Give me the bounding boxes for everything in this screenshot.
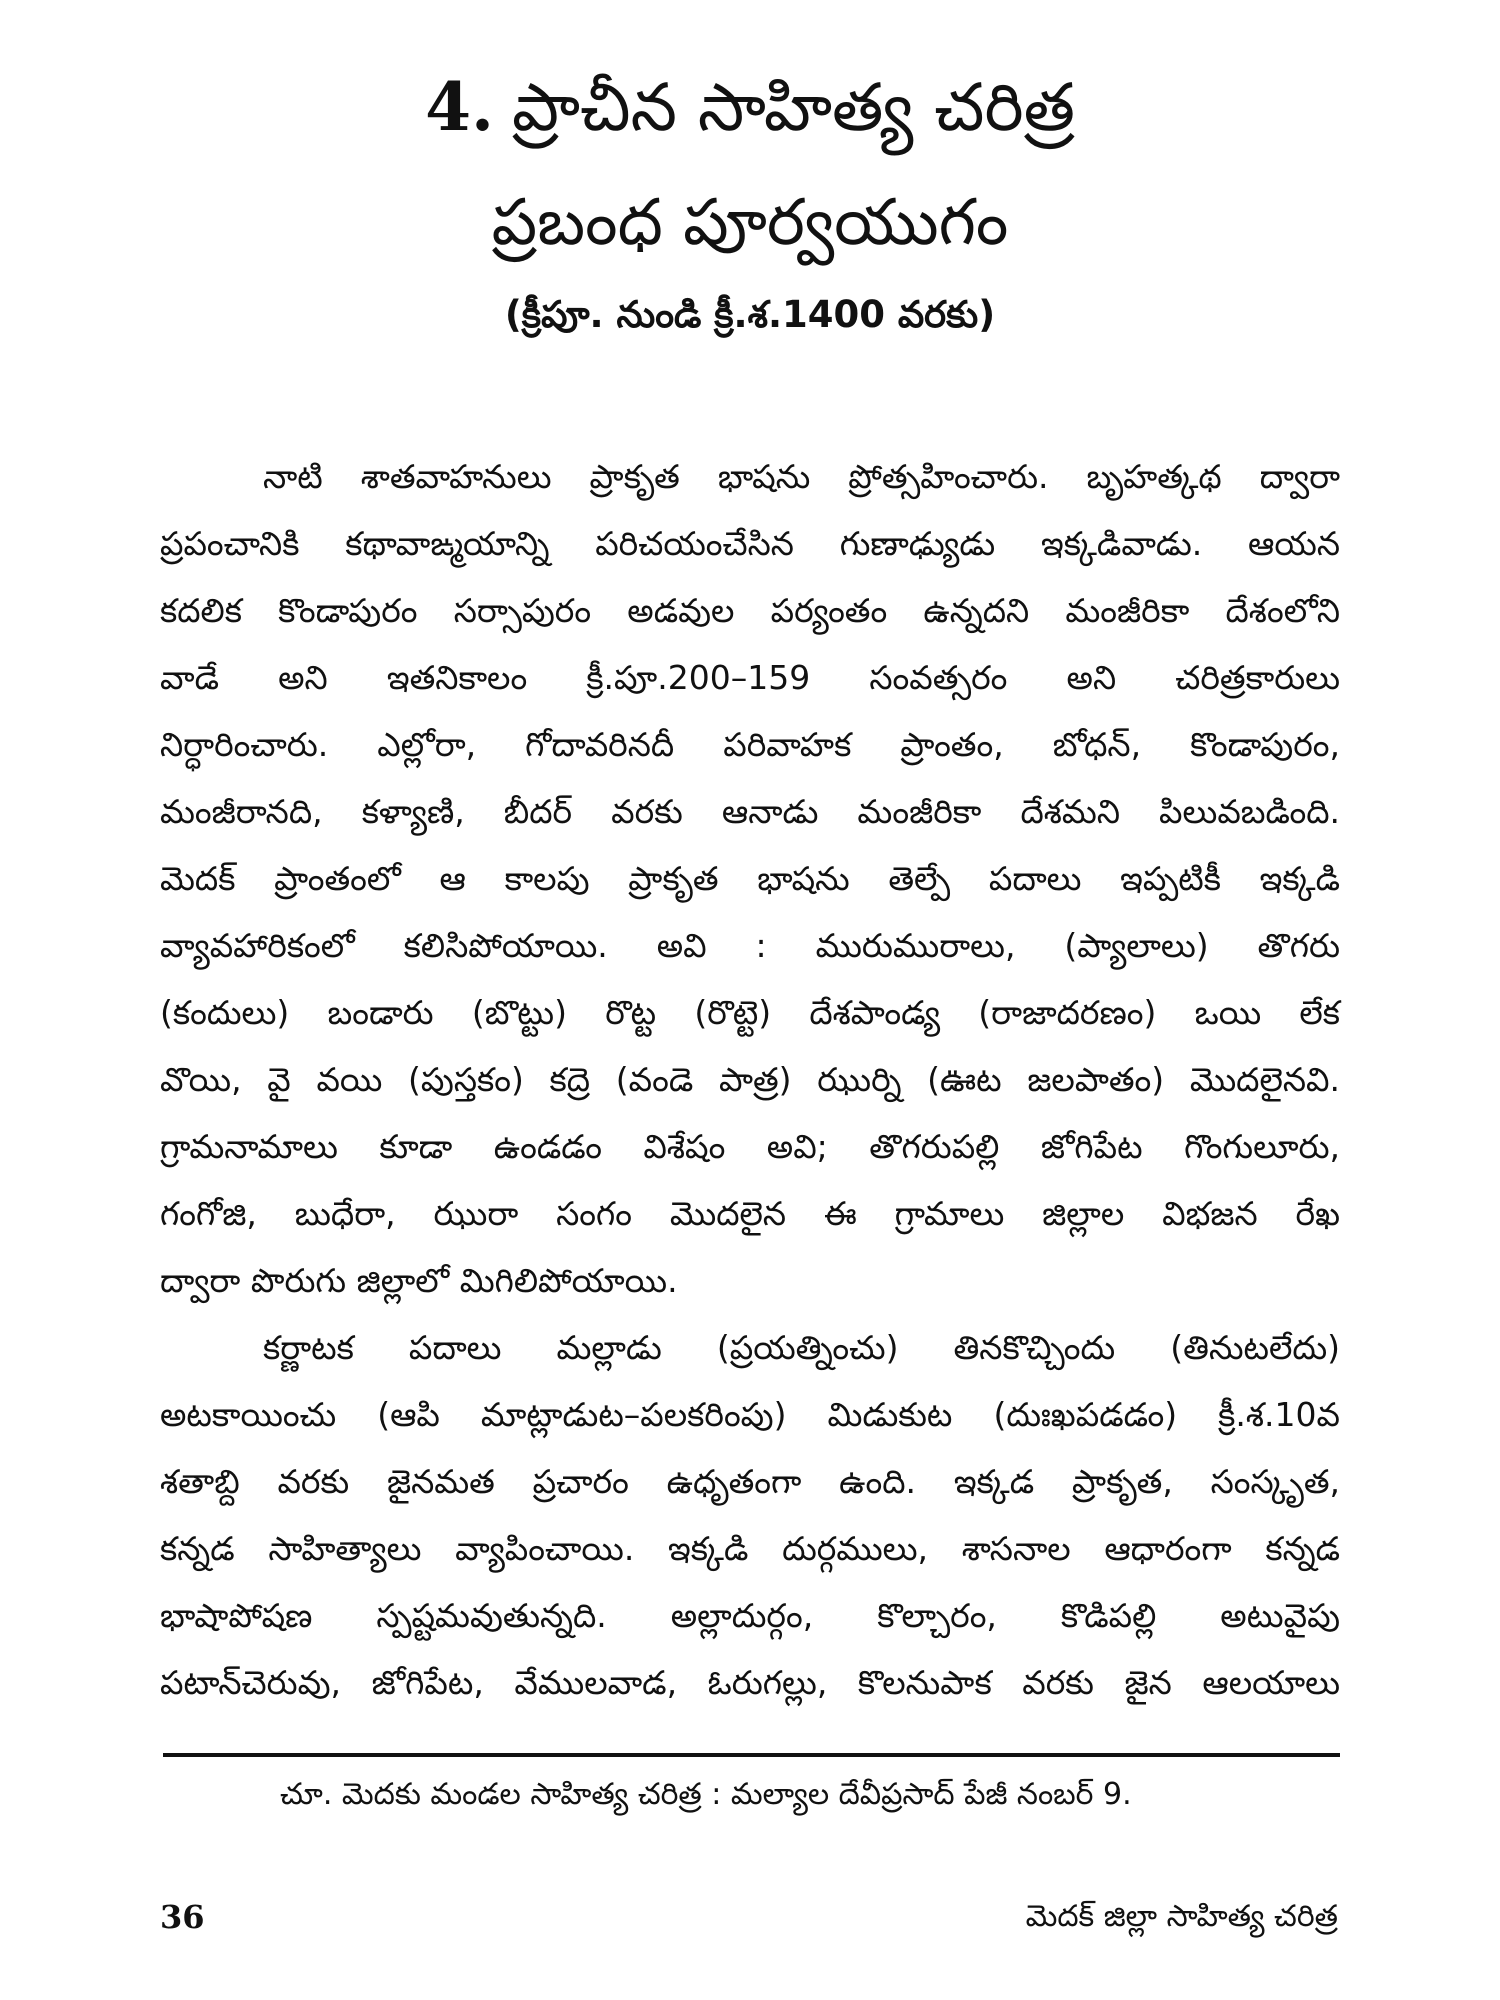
text-line: కర్ణాటక పదాలు మల్లాడు (ప్రయత్నించు) తినకొచ్చిందు (తినుటలేదు) [263,1328,1340,1367]
text-line: కదలిక కొండాపురం సర్సాపురం అడవుల పర్యంతం ఉన్నదని మంజీరికా దేశంలోని [160,591,1340,630]
text-line: ప్రపంచానికి కథావాఙ్మయాన్ని పరిచయంచేసిన గుణాఢ్యుడు ఇక్కడివాడు. ఆయన [160,524,1340,563]
text-line: నాటి శాతవాహనులు ప్రాకృత భాషను ప్రోత్సహించారు. బృహత్కథ ద్వారా [263,457,1340,496]
text-line: పటాన్‌చెరువు, జోగిపేట, వేములవాడ, ఓరుగల్లు, కొలనుపాక వరకు జైన ఆలయాలు [160,1663,1340,1702]
text-line: వొయి, వై వయి (పుస్తకం) కద్రె (వండె పాత్ర) ఝుర్ని (ఊట జలపాతం) మొదలైనవి. [160,1060,1340,1099]
page-number: 36 [160,1898,205,1936]
text-line: మెదక్ ప్రాంతంలో ఆ కాలపు ప్రాకృత భాషను తెల్పే పదాలు ఇప్పటికీ ఇక్కడి [160,859,1340,898]
body-text [160,443,1340,1716]
chapter-heading [150,62,1350,153]
text-line: గ్రామనామాలు కూడా ఉండడం విశేషం అవి; తొగరుపల్లి జోగిపేట గొంగులూరు, [160,1127,1340,1166]
paragraph-2 [160,1314,1340,1716]
text-line: అటకాయించు (ఆపి మాట్లాడుట–పలకరింపు) మిడుకుట (దుఃఖపడడం) క్రీ.శ.10వ [160,1395,1340,1434]
paragraph-1 [160,443,1340,1314]
text-line: వాడే అని ఇతనికాలం క్రీ.పూ.200–159 సంవత్సరం అని చరిత్రకారులు [160,658,1340,697]
text-line: మంజీరానది, కళ్యాణి, బీదర్ వరకు ఆనాడు మంజీరికా దేశమని పిలువబడింది. [160,792,1340,831]
footnote-divider [163,1753,1340,1757]
text-line: నిర్ధారించారు. ఎల్లోరా, గోదావరినదీ పరివాహక ప్రాంతం, బోధన్, కొండాపురం, [160,725,1340,764]
text-line: భాషాపోషణ స్పష్టమవుతున్నది. అల్లాదుర్గం, కొల్చారం, కొడిపల్లి అటువైపు [160,1596,1340,1635]
text-line: గంగోజి, బుధేరా, ఝురా సంగం మొదలైన ఈ గ్రామాలు జిల్లాల విభజన రేఖ [160,1194,1340,1233]
section-subtitle: ప్రబంధ పూర్వయుగం [491,186,1009,260]
text-line: ద్వారా పొరుగు జిల్లాలో మిగిలిపోయాయి. [160,1261,678,1300]
text-line: శతాబ్ది వరకు జైనమత ప్రచారం ఉధృతంగా ఉంది. ఇక్కడ ప్రాకృత, సంస్కృత, [160,1462,1340,1501]
text-line: వ్యావహారికంలో కలిసిపోయాయి. అవి : మురుమురాలు, (ప్యాలాలు) తొగరు [160,926,1340,965]
running-footer-title: మెదక్ జిల్లా సాహిత్య చరిత్ర [1025,1899,1338,1934]
footnote: చూ. మెదకు మండల సాహిత్య చరిత్ర : మల్యాల దేవీప్రసాద్ పేజీ నంబర్ 9. [280,1777,1132,1812]
period-range: (క్రీపూ. నుండి క్రీ.శ.1400 వరకు) [504,293,996,336]
text-line: కన్నడ సాహిత్యాలు వ్యాపించాయి. ఇక్కడి దుర్గములు, శాసనాల ఆధారంగా కన్నడ [160,1529,1340,1568]
chapter-number: 4. [425,68,494,146]
text-line: (కందులు) బండారు (బొట్టు) రొట్ట (రొట్టె) దేశపాండ్య (రాజాదరణం) ఒయి లేక [160,993,1340,1032]
chapter-title: ప్రాచీన సాహిత్య చరిత్ర [511,69,1075,146]
